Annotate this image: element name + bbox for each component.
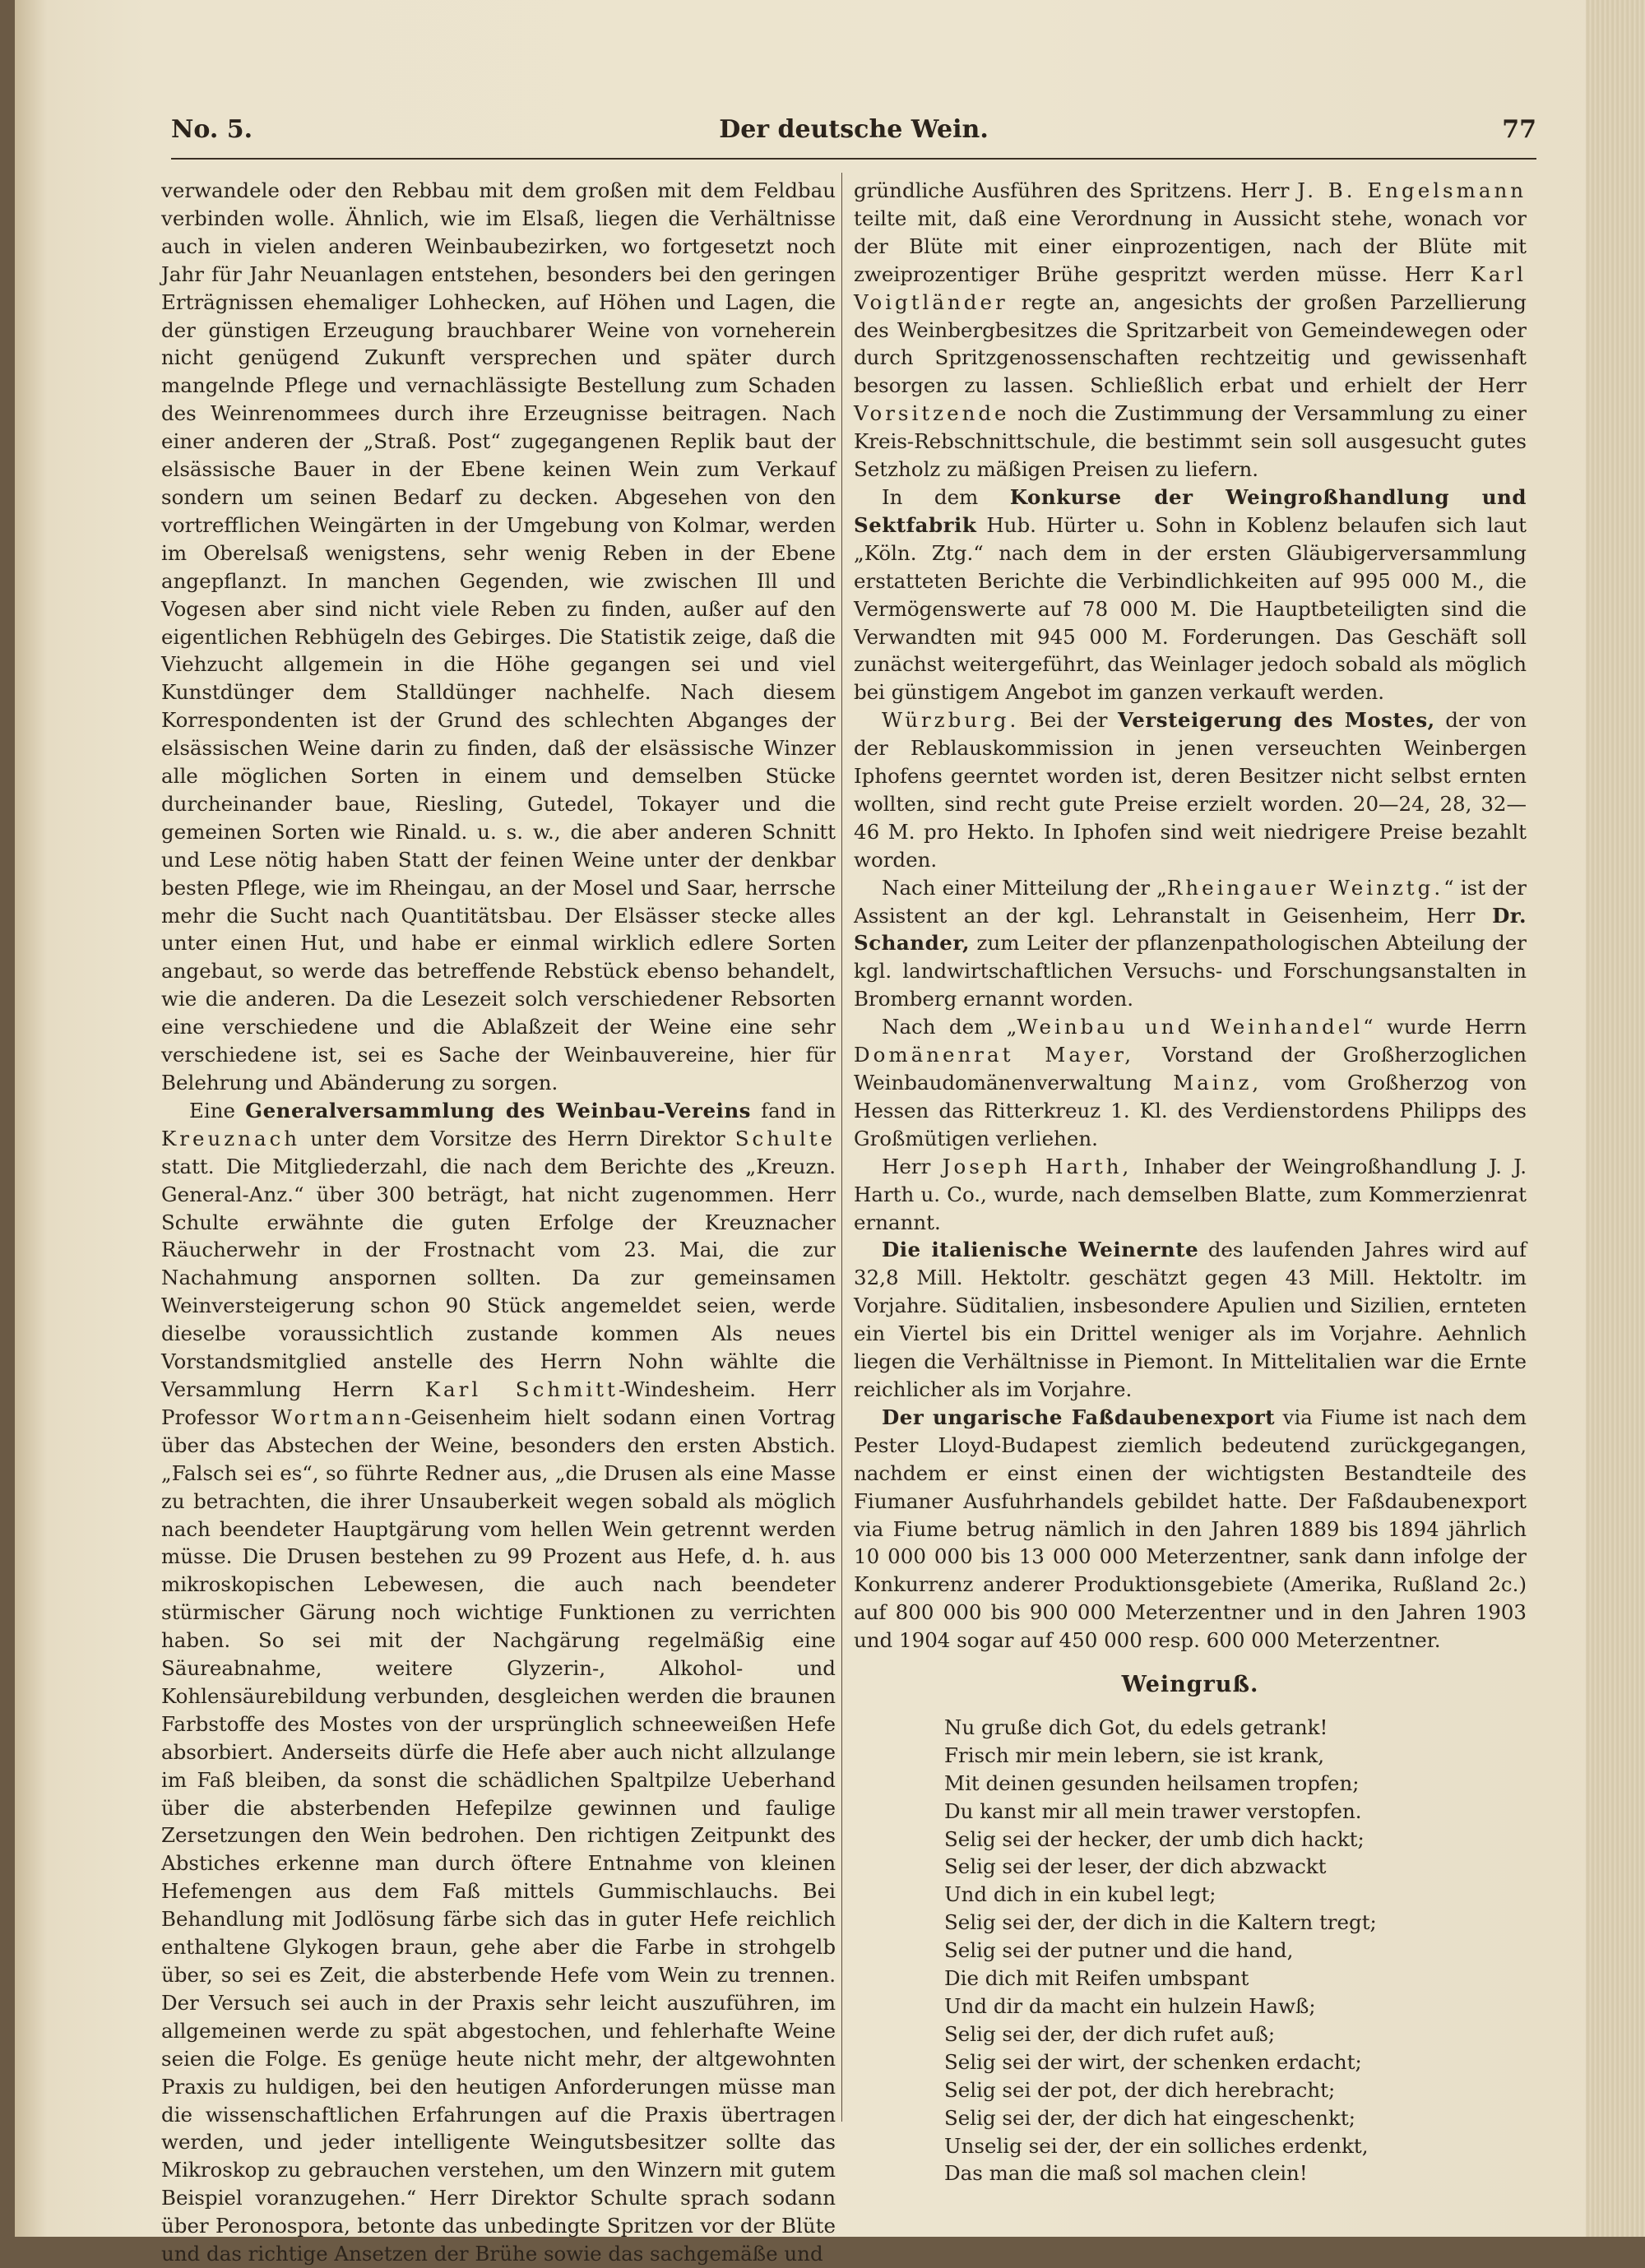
spaced-name: J. B. Engelsmann	[1297, 178, 1527, 202]
right-column	[854, 177, 1527, 2187]
poem-line: Du kanst mir all mein trawer verstopfen.	[944, 1798, 1362, 1823]
poem-line: Selig sei der, der dich rufet auß;	[944, 2021, 1276, 2046]
spaced-name: Karl Schmitt	[424, 1377, 619, 1401]
periodical-title: Der deutsche Wein.	[719, 115, 989, 144]
bold-headline: Versteigerung des Mostes,	[1118, 708, 1435, 733]
spaced-name: Kreuznach	[161, 1126, 301, 1150]
article-bankruptcy	[854, 484, 1527, 706]
text-run: Vorstand der Großherzoglichen Weinbaudomänenverwaltung	[854, 1043, 1527, 1095]
header-rule	[171, 158, 1536, 160]
poem-line: Selig sei der hecker, der umb dich hackt;	[944, 1826, 1365, 1851]
spaced-name: Würzburg.	[882, 708, 1020, 733]
poem-line: Selig sei der, der dich in die Kaltern tregt;	[944, 1910, 1377, 1935]
text-run: Hub. Hürter u. Sohn in Koblenz belaufen sich laut „Köln. Ztg.“ nach dem in der ersten Gläubigerversammlung erstatteten Berichte die Verbindlichkeiten auf 995 000 M., die Vermögenswerte auf 78 000 M. Die Hauptbeteiligten sind die Verwandten mit 945 000 M. Forderungen. Das Geschäft soll zunächst weitergeführt, das Weinlager jedoch sobald als möglich bei günstigem Angebot im ganzen verkauft werden.	[854, 512, 1527, 705]
page-number: 77	[1502, 115, 1536, 144]
text-run: gründliche Ausführen des Spritzens. Herr	[854, 178, 1298, 202]
poem-line: Selig sei der wirt, der schenken erdacht;	[944, 2049, 1362, 2074]
bold-headline: Der ungarische Faßdaubenexport	[882, 1405, 1276, 1429]
text-run: Nach einer Mitteilung der „	[882, 875, 1167, 900]
text-run: “ wurde Herrn	[1363, 1015, 1527, 1039]
text-run: Eine	[189, 1098, 246, 1122]
poem-line: Und dich in ein kubel legt;	[944, 1882, 1216, 1907]
article-hungarian-staves	[854, 1404, 1527, 1655]
text-run: “ ist der Assistent an der kgl. Lehranstalt in Geisenheim, Herr	[854, 875, 1527, 928]
bold-headline: Generalversammlung des Weinbau-Vereins	[245, 1098, 751, 1122]
text-run: In dem	[882, 484, 1010, 509]
text-run: unter dem Vorsitze des Herrn Direktor	[300, 1126, 735, 1150]
text-run: Inhaber der Weingroßhandlung J. J. Harth u. Co., wurde, nach demselben Blatte, zum Kommerzienrat ernannt.	[854, 1154, 1527, 1234]
poem-line: Frisch mir mein lebern, sie ist krank,	[944, 1743, 1325, 1767]
article-alsace-viticulture: verwandele oder den Rebbau mit dem großen mit dem Feldbau verbinden wolle. Ähnlich, wie im Elsaß, liegen die Verhältnisse auch in vielen anderen Weinbaubezirken, wo fortgesetzt noch Jahr für Jahr Neuanlagen entstehen, besonders bei den geringen Erträgnissen ehemaliger Lohhecken, auf Höhen und Lagen, die der günstigen Erzeugung brauchbarer Weine von vorneherein nicht genügend Zukunft versprechen und später durch mangelnde Pflege und vernachlässigte Bestellung zum Schaden des Weinrenommees durch ihre Erzeugnisse beitragen. Nach einer anderen der „Straß. Post“ zugegangenen Replik baut der elsässische Bauer in der Ebene keinen Wein zum Verkauf sondern um seinen Bedarf zu decken. Abgesehen von den vortrefflichen Weingärten in der Umgebung von Kolmar, werden im Oberelsaß wenigstens, sehr wenig Reben in der Ebene angepflanzt. In manchen Gegenden, wie zwischen Ill und Vogesen aber sind nicht viele Reben zu finden, außer auf den eigentlichen Rebhügeln des Gebirges. Die Statistik zeige, daß die Viehzucht allgemein in die Höhe gegangen sei und viel Kunstdünger dem Stalldünger nachhelfe. Nach diesem Korrespondenten ist der Grund des schlechten Abganges der elsässischen Weine darin zu finden, daß der elsässische Winzer alle möglichen Sorten in einem und demselben Stücke durcheinander baue, Riesling, Gutedel, Tokayer und die gemeinen Sorten wie Rinald. u. s. w., die aber anderen Schnitt und Lese nötig haben Statt der feinen Weine unter der denkbar besten Pflege, wie im Rheingau, an der Mosel und Saar, herrsche mehr die Sucht nach Quantitätsbau. Der Elsässer stecke alles unter einen Hut, und habe er einmal wirklich edlere Sorten angebaut, so werde das betreffende Rebstück ebenso behandelt, wie die anderen. Da die Lesezeit solch verschiedener Rebsorten eine verschiedene und die Ablaßzeit der Weine eine sehr verschiedene ist, sei es Sache der Weinbauvereine, hier für Belehrung und Abänderung zu sorgen.	[161, 178, 836, 1095]
spaced-name: Joseph Harth,	[942, 1154, 1133, 1178]
article-mayer-award	[854, 1013, 1527, 1153]
spaced-name: Karl Voigtländer	[854, 262, 1527, 314]
text-run: via Fiume ist nach dem Pester Lloyd-Budapest ziemlich bedeutend zurückgegangen, nachdem er einst einen der wichtigsten Bestandteile des Fiumaner Ausfuhrhandels gebildet hatte. Der Faßdaubenexport via Fiume betrug nämlich in den Jahren 1889 bis 1894 jährlich 10 000 000 bis 13 000 000 Meterzentner, sank dann infolge der Konkurrenz anderer Produktionsgebiete (Amerika, Rußland 2c.) auf 800 000 bis 900 000 Meterzentner und in den Jahren 1903 und 1904 sogar auf 450 000 resp. 600 000 Meterzentner.	[854, 1405, 1527, 1653]
text-run: Herr	[882, 1154, 943, 1178]
poem-line: Und dir da macht ein hulzein Hawß;	[944, 1994, 1316, 2018]
poem-body	[944, 1714, 1527, 2187]
poem-line: Nu gruße dich Got, du edels getrank!	[944, 1715, 1328, 1739]
page-header	[171, 115, 1536, 148]
bold-headline: Konkurse der Weingroßhandlung und Sektfabrik	[854, 484, 1527, 537]
text-run: zum Leiter der pflanzenpathologischen Abteilung der kgl. landwirtschaftlichen Versuchs- und Forschungsanstalten in Bromberg ernannt worden.	[854, 931, 1527, 1011]
poem-line: Die dich mit Reifen umbspant	[944, 1966, 1249, 1991]
newspaper-page	[15, 0, 1645, 2266]
article-harth-appointment	[854, 1153, 1527, 1237]
poem-title: Weingruß.	[1121, 1672, 1259, 1698]
poem-line: Selig sei der putner und die hand,	[944, 1938, 1294, 1963]
column-divider	[841, 173, 842, 2122]
text-run: teilte mit, daß eine Verordnung in Aussicht stehe, wonach vor der Blüte mit einer einprozentigen, nach der Blüte mit zweiprozentiger Brühe gespritzt werden müsse. Herr	[854, 206, 1527, 286]
poem-line: Mit deinen gesunden heilsamen tropfen;	[944, 1770, 1360, 1795]
text-run: noch die Zustimmung der Versammlung zu einer Kreis-Rebschnittschule, die bestimmt sein soll ausgesucht gutes Setzholz zu mäßigen Preisen zu liefern.	[854, 401, 1527, 482]
text-run: Bei der	[1019, 708, 1119, 733]
left-column	[161, 177, 836, 2268]
spaced-name: Mainz,	[1173, 1071, 1263, 1095]
spaced-name: Wortmann	[271, 1405, 405, 1429]
text-run: fand in	[750, 1098, 836, 1122]
bold-name: Dr. Schander,	[854, 903, 1527, 956]
spaced-name: Weinbau und Weinhandel	[1017, 1015, 1364, 1039]
spaced-name: Schulte	[734, 1126, 836, 1150]
article-spraying-continued	[854, 177, 1527, 484]
text-run: -Geisenheim hielt sodann einen Vortrag über das Abstechen der Weine, besonders den ersten Abstich. „Falsch sei es“, so führte Redner aus, „die Drusen als eine Masse zu betrachten, die ihrer Unsauberkeit wegen sobald als möglich nach beendeter Hauptgärung vom hellen Wein getrennt werden müsse. Die Drusen bestehen zu 99 Prozent aus Hefe, d. h. aus mikroskopischen Lebewesen, die auch nach beendeter stürmischer Gärung noch wichtige Funktionen zu verrichten haben. So sei mit der Nachgärung regelmäßig eine Säureabnahme, weitere Glyzerin-, Alkohol- und Kohlensäurebildung verbunden, desgleichen werden die braunen Farbstoffe des Mostes von der ursprünglich schneeweißen Hefe absorbiert. Anderseits dürfe die Hefe aber auch nicht allzulange im Faß bleiben, da sonst die schädlichen Spaltpilze Ueberhand über die absterbenden Hefepilze gewinnen und faulige Zersetzungen den Wein bedrohen. Den richtigen Zeitpunkt des Abstiches erkenne man durch öftere Entnahme von kleinen Hefemengen aus dem Faß mittels Gummischlauchs. Bei Behandlung mit Jodlösung färbe sich das in guter Hefe reichlich enthaltene Glykogen braun, gehe aber die Farbe in strohgelb über, so sei es Zeit, die absterbende Hefe vom Wein zu trennen. Der Versuch sei auch in der Praxis sehr leicht auszuführen, im allgemeinen werde zu spät abgestochen, und fehlerhafte Weine seien die Folge. Es genüge heute nicht mehr, der altgewohnten Praxis zu huldigen, bei den heutigen Anforderungen müsse man die wissenschaftlichen Erfahrungen auf die Praxis übertragen werden, und jeder intelligente Weingutsbesitzer sollte das Mikroskop zu gebrauchen verstehen, um den Winzern mit gutem Beispiel voranzugehen.“ Herr Direktor Schulte sprach sodann über Peronospora, betonte das unbedingte Spritzen vor der Blüte und das richtige Ansetzen der Brühe sowie das sachgemäße und	[161, 1405, 836, 2266]
poem-line: Selig sei der pot, der dich herebracht;	[944, 2077, 1336, 2102]
text-run: Nach dem „	[882, 1015, 1017, 1039]
bold-headline: Die italienische Weinernte	[882, 1238, 1199, 1262]
poem-line: Unselig sei der, der ein solliches erdenkt,	[944, 2133, 1369, 2158]
spaced-name: Rheingauer Weinztg.	[1166, 875, 1444, 900]
text-run: -Windesheim. Herr Professor	[161, 1377, 836, 1429]
article-italian-harvest	[854, 1236, 1527, 1403]
article-general-assembly	[161, 1097, 836, 2268]
poem-line: Selig sei der leser, der dich abzwackt	[944, 1854, 1327, 1879]
text-run: regte an, angesichts der großen Parzellierung des Weinbergbesitzes die Spritzarbeit von Gemeindewegen oder durch Spritzgenossenschaften rechtzeitig und gewissenhaft besorgen zu lassen. Schließlich erbat und erhielt der Herr	[854, 289, 1527, 398]
text-run: der von der Reblauskommission in jenen verseuchten Weinbergen Iphofens geerntet worden ist, deren Besitzer nicht selbst ernten wollten, sind recht gute Preise erzielt worden. 20—24, 28, 32—46 M. pro Hekto. In Iphofen sind weit niedrigere Preise bezahlt worden.	[854, 708, 1527, 872]
issue-number: No. 5.	[171, 115, 253, 144]
spaced-name: Domänenrat Mayer,	[854, 1043, 1135, 1067]
text-run: des laufenden Jahres wird auf 32,8 Mill. Hektoltr. geschätzt gegen 43 Mill. Hektoltr. im Vorjahre. Süditalien, insbesondere Apulien und Sizilien, ernteten ein Viertel bis ein Drittel weniger als im Vorjahre. Aehnlich liegen die Verhältnisse in Piemont. In Mittelitalien war die Ernte reichlicher als im Vorjahre.	[854, 1238, 1527, 1401]
text-run: statt. Die Mitgliederzahl, die nach dem Berichte des „Kreuzn. General-Anz.“ über 300 beträgt, hat nicht zugenommen. Herr Schulte erwähnte die guten Erfolge der Kreuznacher Räucherwehr in der Frostnacht vom 23. Mai, die zur Nachahmung anspornen sollten. Da zur gemeinsamen Weinversteigerung schon 90 Stück angemeldet seien, werde dieselbe voraussichtlich zustande kommen Als neues Vorstandsmitglied anstelle des Herrn Nohn wählte die Versammlung Herrn	[161, 1154, 836, 1401]
poem-line: Das man die maß sol machen clein!	[944, 2161, 1308, 2186]
book-page-edges	[1586, 0, 1645, 2237]
spaced-name: Vorsitzende	[854, 401, 1010, 426]
article-wuerzburg-auction	[854, 706, 1527, 873]
text-run: vom Großherzog von Hessen das Ritterkreuz 1. Kl. des Verdienstordens Philipps des Großmütigen verliehen.	[854, 1071, 1527, 1150]
poem-line: Selig sei der, der dich hat eingeschenkt;	[944, 2105, 1356, 2130]
article-schander-appointment	[854, 874, 1527, 1014]
